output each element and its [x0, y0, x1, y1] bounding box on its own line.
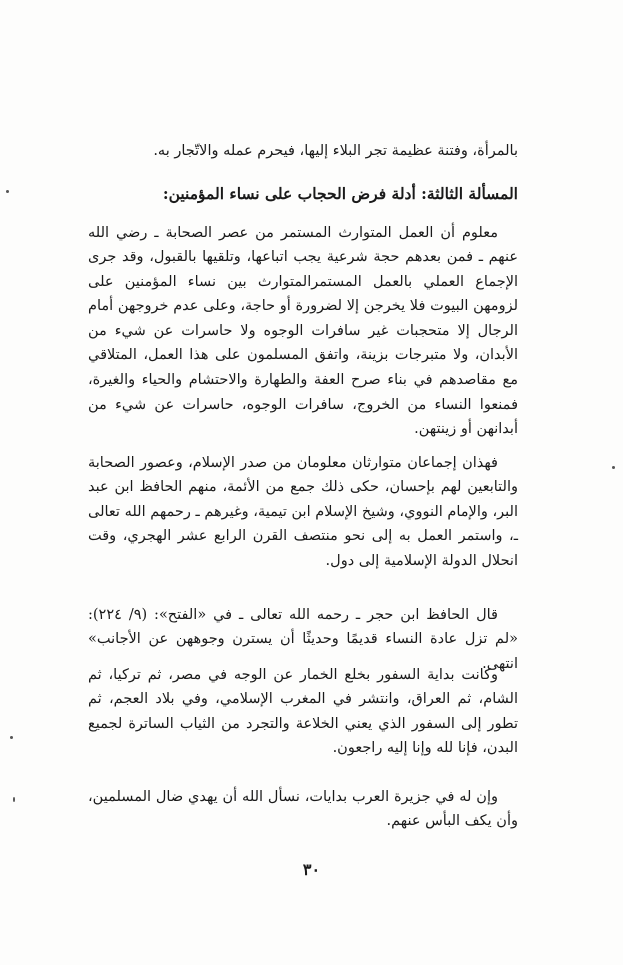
scan-speck: [6, 190, 9, 193]
paragraph-ibn-hajar-quote: قال الحافظ ابن حجر ـ رحمه الله تعالى ـ في «الفتح»: (٩/ ٢٢٤): «لم تزل عادة النساء قديمًا وحديثًا أن يسترن وجوههن عن الأجانب» انتهى.: [88, 606, 518, 672]
scan-speck: [10, 736, 13, 739]
paragraph-arabian-peninsula: وإن له في جزيرة العرب بدايات، نسأل الله أن يهدي ضال المسلمين، وأن يكف البأس عنهم.: [88, 788, 518, 830]
page-number: ٣٠: [302, 860, 321, 879]
scan-speck: [612, 466, 615, 469]
paragraph-consensus-practice: معلوم أن العمل المتوارث المستمر من عصر الصحابة ـ رضي الله عنهم ـ فمن بعدهم حجة شرعية يجب اتباعها، وتلقيها بالقبول، وقد جرى الإجماع العملي بالعمل المستمرالمتوارث بين نساء المؤمنين على لزومهن البيوت فلا يخرجن إلا لضرورة أو حاجة، وعلى عدم خروجهن أمام الرجال إلا متحجبات غير سافرات الوجوه ولا حاسرات عن شيء من الأبدان، ولا متبرجات بزينة، واتفق المسلمون على هذا العمل، المتلاقي مع مقاصدهم في بناء صرح العفة والطهارة والاحتشام والحياء والغيرة، فمنعوا النساء من الخروج، سافرات الوجوه، حاسرات عن شيء من أبدانهن أو زينتهن.: [88, 224, 518, 438]
paragraph-two-consensuses: فهذان إجماعان متوارثان معلومان من صدر الإسلام، وعصور الصحابة والتابعين لهم بإحسان، حكى ذلك جمع من الأئمة، منهم الحافظ ابن عبد البر، والإمام النووي، وشيخ الإسلام ابن تيمية، وغيرهم ـ رحمهم الله تعالى ـ، واستمر العمل به إلى نحو منتصف القرن الرابع عشر الهجري، وقت انحلال الدولة الإسلامية إلى دول.: [88, 454, 518, 569]
scan-speck: [13, 797, 15, 802]
paragraph-beginning-of-unveiling: وكانت بداية السفور بخلع الخمار عن الوجه في مصر، ثم تركيا، ثم الشام، ثم العراق، وانتشر في المغرب الإسلامي، وفي بلاد العجم، ثم تطور إلى السفور الذي يعني الخلاعة والتجرد من الثياب الساترة لجميع البدن، فإنا لله وإنا إليه راجعون.: [88, 666, 518, 757]
intro-paragraph: بالمرأة، وفتنة عظيمة تجر البلاء إليها، فيحرم عمله والاتّجار به.: [153, 142, 518, 159]
section-heading: المسألة الثالثة: أدلة فرض الحجاب على نساء المؤمنين:: [162, 183, 518, 203]
